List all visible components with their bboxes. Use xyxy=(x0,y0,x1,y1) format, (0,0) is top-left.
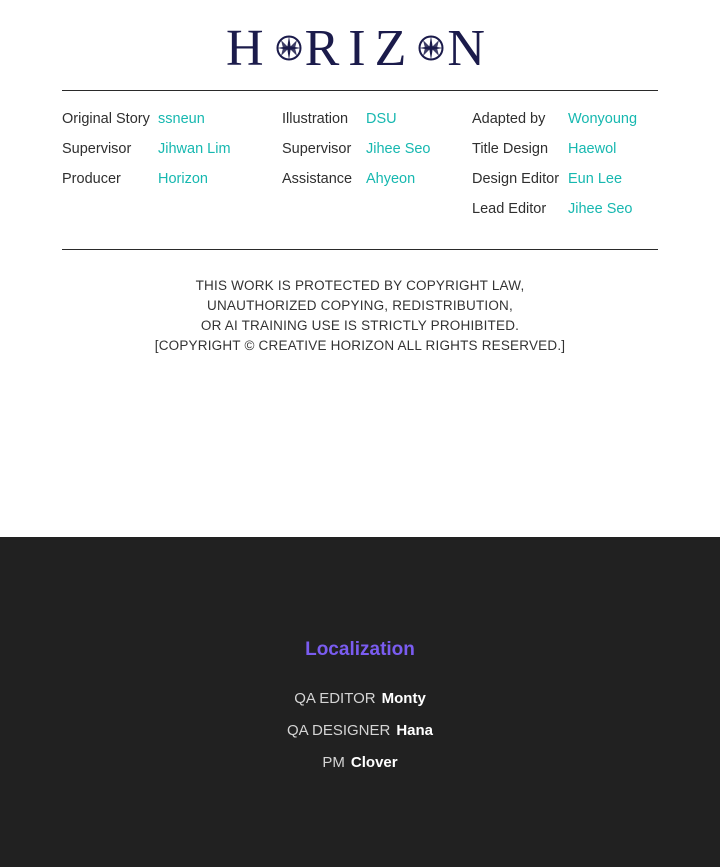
credit-role: Supervisor xyxy=(282,141,352,157)
credit-role: Producer xyxy=(62,171,121,187)
compass-star-icon-2 xyxy=(416,33,446,63)
credit-name: Jihee Seo xyxy=(366,141,431,157)
copyright-line-4: [COPYRIGHT © CREATIVE HORIZON ALL RIGHTS RESERVED.] xyxy=(154,338,566,353)
logo-letter-n: N xyxy=(447,19,494,77)
logo-letters-mid: RIZ xyxy=(304,19,416,77)
credit-role: Original Story xyxy=(62,111,150,127)
credit-name: Wonyoung xyxy=(568,111,638,127)
credits-column-3 xyxy=(472,111,658,231)
localization-name: Monty xyxy=(381,690,426,707)
localization-role: QA DESIGNER xyxy=(286,722,391,739)
credit-row xyxy=(472,201,658,231)
credit-row xyxy=(472,111,658,141)
credit-name: DSU xyxy=(366,111,397,127)
credits-column-1 xyxy=(62,111,258,231)
credit-role: Lead Editor xyxy=(472,201,547,217)
horizon-logo xyxy=(226,19,494,78)
divider-bottom xyxy=(62,249,658,250)
credits-grid xyxy=(62,91,658,249)
copyright-line-3: OR AI TRAINING USE IS STRICTLY PROHIBITED. xyxy=(200,318,520,333)
localization-row xyxy=(0,715,720,747)
credit-name: Ahyeon xyxy=(366,171,416,187)
compass-star-icon xyxy=(274,33,304,63)
credit-role: Illustration xyxy=(282,111,349,127)
copyright-line-1: THIS WORK IS PROTECTED BY COPYRIGHT LAW, xyxy=(195,278,525,293)
credit-row xyxy=(472,171,658,201)
credit-name: Jihee Seo xyxy=(568,201,633,217)
credit-row xyxy=(282,171,448,201)
credit-row xyxy=(62,171,258,201)
logo-header xyxy=(0,0,720,90)
credit-name: Haewol xyxy=(568,141,617,157)
credit-role: Title Design xyxy=(472,141,549,157)
credit-row xyxy=(282,141,448,171)
localization-name: Clover xyxy=(350,754,398,771)
credit-role: Supervisor xyxy=(62,141,132,157)
localization-content xyxy=(0,537,720,779)
credit-role: Adapted by xyxy=(472,111,546,127)
localization-role: PM xyxy=(322,754,345,771)
credit-name: Horizon xyxy=(158,171,208,187)
localization-role: QA EDITOR xyxy=(294,690,376,707)
localization-name: Hana xyxy=(396,722,434,739)
copyright-line-2: UNAUTHORIZED COPYING, REDISTRIBUTION, xyxy=(207,298,513,313)
credits-column-2 xyxy=(282,111,448,231)
credit-role: Design Editor xyxy=(472,171,560,187)
localization-title: Localization xyxy=(305,639,415,660)
credit-row xyxy=(472,141,658,171)
copyright-notice xyxy=(0,276,720,356)
credit-row xyxy=(62,141,258,171)
localization-row xyxy=(0,747,720,779)
localization-footer xyxy=(0,537,720,867)
localization-row xyxy=(0,683,720,715)
credit-name: Jihwan Lim xyxy=(158,141,231,157)
logo-letter-h: H xyxy=(226,19,273,77)
credit-role: Assistance xyxy=(282,171,353,187)
credit-name: Eun Lee xyxy=(568,171,623,187)
credit-row xyxy=(282,111,448,141)
credit-name: ssneun xyxy=(158,111,205,127)
credit-row xyxy=(62,111,258,141)
